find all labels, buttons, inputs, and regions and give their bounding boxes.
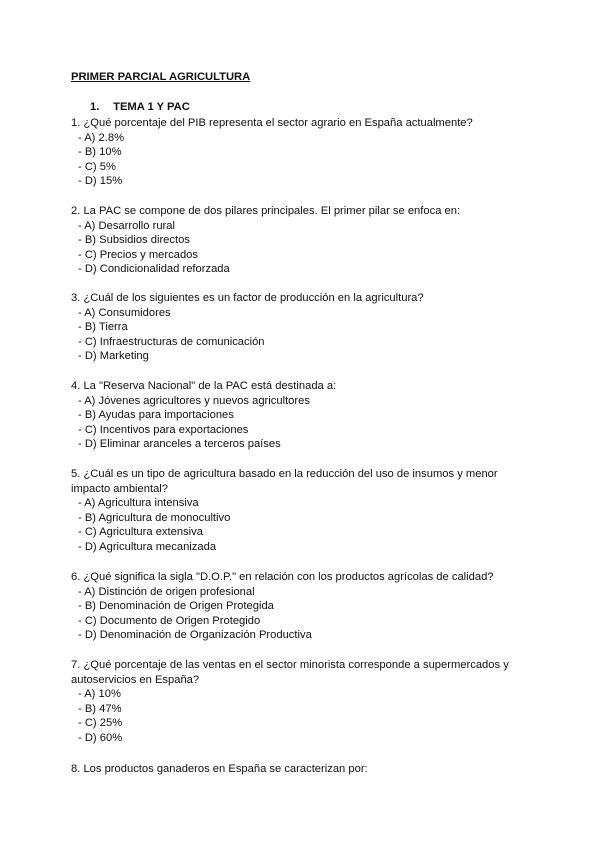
question-option: - B) Subsidios directos — [78, 234, 190, 247]
section-heading — [90, 101, 190, 113]
question-option: - D) 15% — [78, 175, 123, 188]
section-number: 1. — [90, 101, 100, 113]
question-stem: 3. ¿Cuál de los siguientes es un factor de producción en la agricultura? — [71, 292, 424, 304]
question-4 — [71, 379, 521, 452]
document-title: PRIMER PARCIAL AGRICULTURA — [71, 71, 251, 83]
question-option: - C) Precios y mercados — [78, 248, 198, 261]
question-option: - B) Ayudas para importaciones — [78, 409, 234, 422]
question-option: - C) Agricultura extensiva — [78, 526, 203, 539]
question-option: - A) Desarrollo rural — [78, 219, 175, 232]
question-stem: 7. ¿Qué porcentaje de las ventas en el sector minorista corresponde a supermercados y autoservicios en España? — [71, 659, 509, 686]
question-option: - A) Consumidores — [78, 306, 171, 319]
question-option: - A) 10% — [78, 688, 121, 701]
question-option: - B) 10% — [78, 146, 122, 159]
question-stem: 8. Los productos ganaderos en España se caracterizan por: — [71, 763, 368, 775]
question-option: - D) Marketing — [78, 350, 149, 363]
question-stem: 1. ¿Qué porcentaje del PIB representa el sector agrario en España actualmente? — [71, 117, 473, 129]
question-option: - D) Agricultura mecanizada — [78, 540, 217, 553]
question-option: - C) 5% — [78, 160, 116, 173]
question-option: - C) Incentivos para exportaciones — [78, 423, 249, 436]
question-stem: 2. La PAC se compone de dos pilares principales. El primer pilar se enfoca en: — [71, 205, 461, 217]
question-option: - A) Distinción de origen profesional — [78, 585, 255, 598]
question-option: - A) Agricultura intensiva — [78, 497, 199, 510]
question-stem: 6. ¿Qué significa la sigla "D.O.P." en relación con los productos agrícolas de calidad? — [71, 571, 494, 583]
question-stem: 5. ¿Cuál es un tipo de agricultura basado en la reducción del uso de insumos y menor impacto ambiental? — [71, 468, 498, 495]
question-3 — [71, 291, 521, 364]
question-option: - D) 60% — [78, 731, 123, 744]
question-8 — [71, 762, 521, 777]
question-option: - B) 47% — [78, 702, 122, 715]
question-option: - C) 25% — [78, 717, 123, 730]
question-option: - D) Eliminar aranceles a terceros países — [78, 438, 281, 451]
question-option: - B) Denominación de Origen Protegida — [78, 600, 274, 613]
question-option: - D) Denominación de Organización Productiva — [78, 629, 312, 642]
question-7 — [71, 658, 521, 746]
question-option: - B) Agricultura de monocultivo — [78, 511, 231, 524]
question-6 — [71, 570, 521, 643]
question-option: - B) Tierra — [78, 321, 128, 334]
question-option: - C) Infraestructuras de comunicación — [78, 335, 265, 348]
section-label: TEMA 1 Y PAC — [113, 101, 190, 113]
question-option: - C) Documento de Origen Protegido — [78, 614, 261, 627]
question-2 — [71, 204, 521, 277]
question-option: - D) Condicionalidad reforzada — [78, 263, 230, 276]
question-option: - A) Jóvenes agricultores y nuevos agricultores — [78, 394, 310, 407]
question-stem: 4. La "Reserva Nacional" de la PAC está destinada a: — [71, 380, 337, 392]
question-1 — [71, 116, 521, 189]
question-option: - A) 2.8% — [78, 131, 125, 144]
question-5 — [71, 467, 521, 555]
